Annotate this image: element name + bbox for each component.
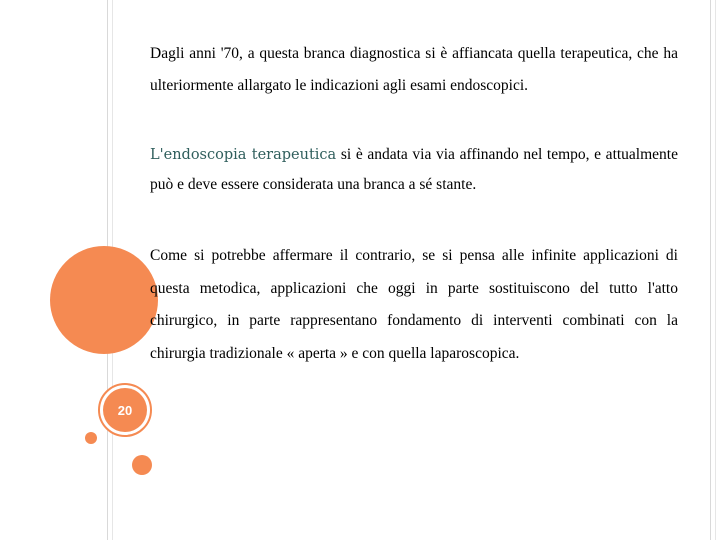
decorative-small-circle xyxy=(85,432,97,444)
paragraph-applications xyxy=(150,240,678,370)
frame-line-right-inner xyxy=(715,0,716,540)
paragraph-therapeutic-rest: si è andata via via affinando nel tempo, e attualmente può e deve essere considerata una branca a sé stante. xyxy=(150,146,678,193)
page-number-badge-fill xyxy=(103,388,147,432)
paragraph-therapeutic xyxy=(150,140,678,200)
paragraph-intro xyxy=(150,38,678,102)
paragraph-applications-text: Come si potrebbe affermare il contrario, se si pensa alle infinite applicazioni di questa metodica, applicazioni che oggi in parte sostituiscono del tutto l'atto chirurgico, in parte rappresentano fondamento di interventi combinati con la chirurgia tradizionale « aperta » e con quella laparoscopica. xyxy=(150,247,678,362)
paragraph-therapeutic-text xyxy=(150,140,678,200)
frame-line-right xyxy=(710,0,711,540)
paragraph-intro-text: Dagli anni '70, a questa branca diagnostica si è affiancata quella terapeutica, che ha ulteriormente allargato le indicazioni agli esami endoscopici. xyxy=(150,45,678,94)
decorative-medium-circle xyxy=(132,455,152,475)
page-number-badge xyxy=(98,383,152,437)
page-number: 20 xyxy=(117,402,133,418)
decorative-large-circle xyxy=(50,246,158,354)
highlighted-term: L'endoscopia terapeutica xyxy=(150,147,337,163)
